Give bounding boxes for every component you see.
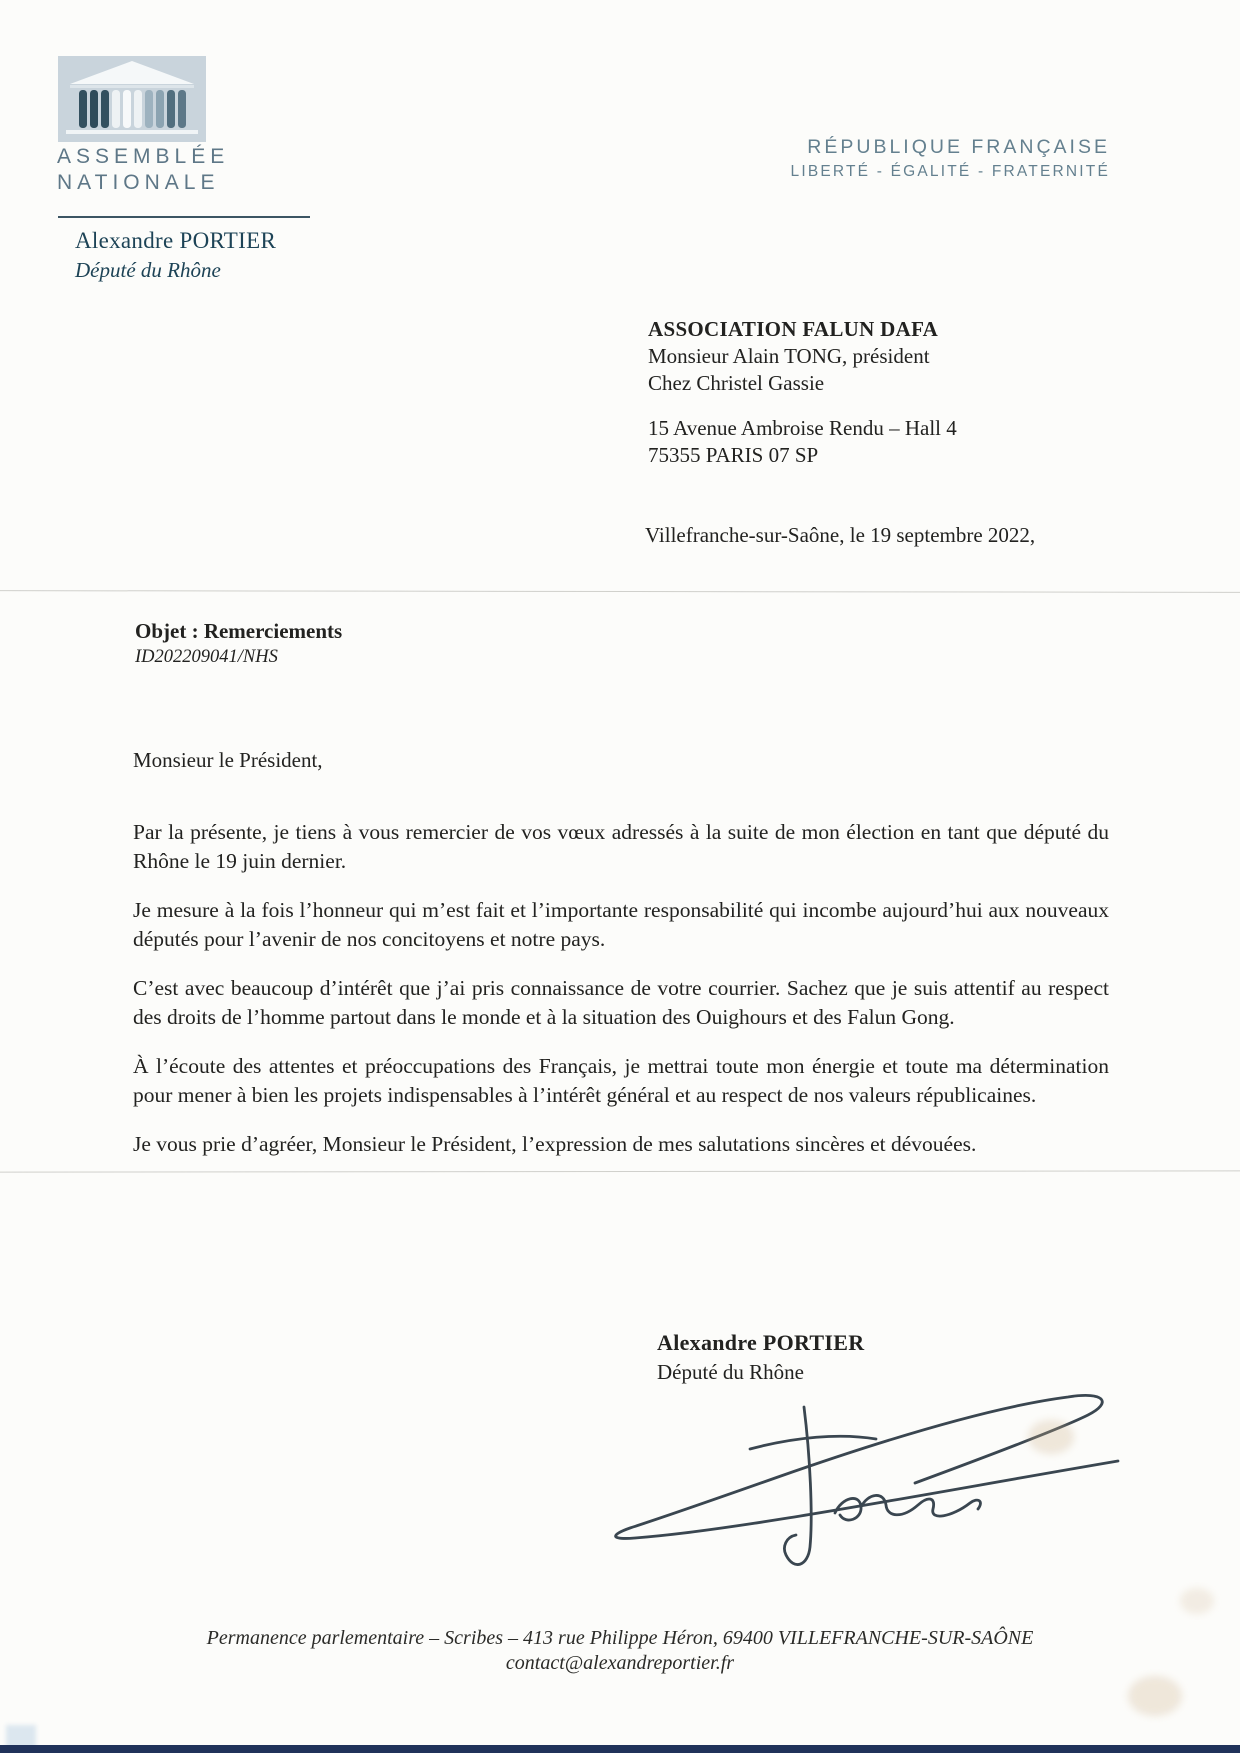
scan-edge-bar xyxy=(0,1745,1240,1753)
subject-block xyxy=(135,619,342,668)
assemblee-nationale-logo xyxy=(58,56,206,142)
handwritten-signature xyxy=(580,1385,1120,1585)
body-paragraph: Je vous prie d’agréer, Monsieur le Président, l’expression de mes salutations sincères et dévouées. xyxy=(133,1132,977,1156)
reference-id: ID202209041/NHS xyxy=(135,647,278,667)
dateline: Villefranche-sur-Saône, le 19 septembre 2022, xyxy=(645,523,1036,547)
recipient-address-line2: 75355 PARIS 07 SP xyxy=(648,443,819,467)
spacer xyxy=(648,397,957,415)
sender-name: Alexandre PORTIER xyxy=(75,228,277,253)
republique-francaise-label: RÉPUBLIQUE FRANÇAISE xyxy=(807,136,1110,158)
scan-stain xyxy=(1180,1588,1214,1614)
signature-title: Député du Rhône xyxy=(657,1360,804,1384)
republique-block xyxy=(791,136,1111,181)
recipient-block xyxy=(648,316,957,469)
signature-block xyxy=(657,1330,864,1385)
recipient-org: ASSOCIATION FALUN DAFA xyxy=(648,317,939,341)
scan-stain xyxy=(1128,1676,1182,1716)
subject-line: Objet : Remerciements xyxy=(135,619,343,643)
salutation: Monsieur le Président, xyxy=(133,748,323,772)
devise-label: LIBERTÉ - ÉGALITÉ - FRATERNITÉ xyxy=(790,163,1110,180)
body-paragraph: À l’écoute des attentes et préoccupations des Français, je mettrai toute mon énergie et toute ma détermination pour mener à bien les projets indispensables à l’intérêt général et au respect de nos valeurs républicaines. xyxy=(133,1054,1109,1107)
footer-email: contact@alexandreportier.fr xyxy=(505,1652,735,1674)
body-paragraph: Je mesure à la fois l’honneur qui m’est fait et l’importante responsabilité qui incombe aujourd’hui aux nouveaux députés pour l’avenir de nos concitoyens et notre pays. xyxy=(133,898,1109,951)
letterhead-divider xyxy=(58,216,310,218)
recipient-address-line1: 15 Avenue Ambroise Rendu – Hall 4 xyxy=(648,416,957,440)
temple-icon xyxy=(58,56,206,142)
logo-caption-line2: NATIONALE xyxy=(57,171,220,194)
fold-crease-line xyxy=(0,590,1240,593)
logo-caption xyxy=(57,144,229,196)
body-paragraph: C’est avec beaucoup d’intérêt que j’ai pris connaissance de votre courrier. Sachez que je suis attentif au respect des droits de l’homme partout dans le monde et à la situation des Ouighours et des Falun Gong. xyxy=(133,976,1109,1029)
recipient-care-of: Chez Christel Gassie xyxy=(648,371,825,395)
footer-block xyxy=(0,1626,1240,1676)
scan-stain xyxy=(1028,1420,1074,1454)
signature-name: Alexandre PORTIER xyxy=(657,1330,865,1355)
sender-title: Député du Rhône xyxy=(75,258,221,282)
footer-address: Permanence parlementaire – Scribes – 413 rue Philippe Héron, 69400 VILLEFRANCHE-SUR-SAÔNE xyxy=(206,1627,1034,1649)
logo-caption-line1: ASSEMBLÉE xyxy=(57,145,230,168)
recipient-contact: Monsieur Alain TONG, président xyxy=(648,344,930,368)
letter-body xyxy=(133,818,1109,1179)
body-paragraph: Par la présente, je tiens à vous remercier de vos vœux adressés à la suite de mon élection en tant que député du Rhône le 19 juin dernier. xyxy=(133,820,1109,873)
